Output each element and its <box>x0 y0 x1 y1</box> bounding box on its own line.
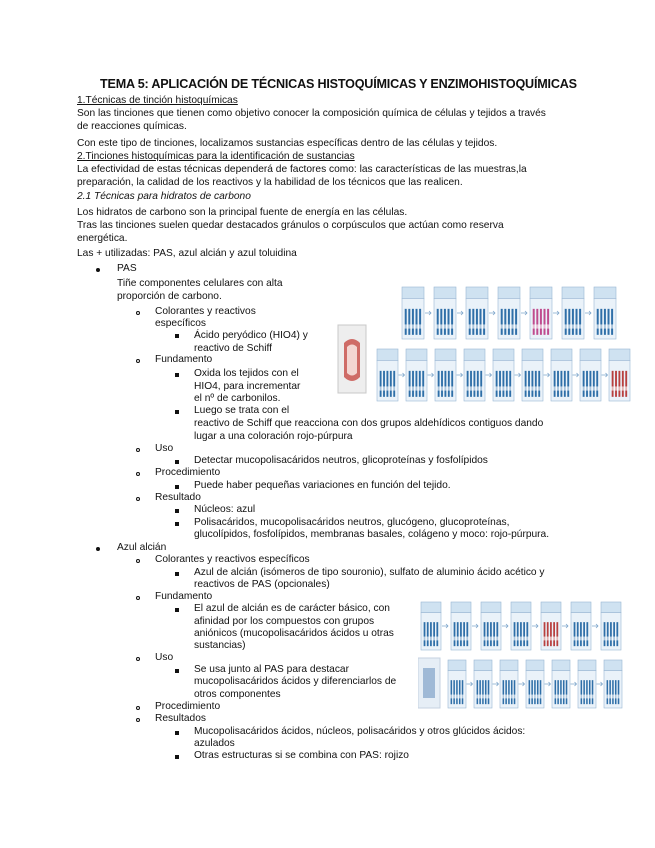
pas-uso-label: Uso <box>155 443 174 454</box>
staining-jar <box>511 602 531 650</box>
staining-jar <box>435 349 456 401</box>
bullet-alcian-fund <box>175 608 179 612</box>
paragraph-3-line-1: La efectividad de estas técnicas dependerá de factores como: las características de las muestras,la <box>77 164 527 175</box>
arrow-icon <box>571 682 577 686</box>
paragraph-4: Los hidratos de carbono son la principal fuente de energía en las células. <box>77 207 408 218</box>
staining-jar <box>402 287 424 339</box>
alcian-uso-line-1: Se usa junto al PAS para destacar <box>194 664 349 675</box>
pas-res-2-line-2: glucolípidos, fosfolípidos, membranas basales, colágeno y moco: rojo-púrpura. <box>194 529 550 540</box>
arrow-icon <box>515 373 521 377</box>
alcian-res-2: Otras estructuras si se combina con PAS: rojizo <box>194 750 409 761</box>
pas-res-1: Núcleos: azul <box>194 504 256 515</box>
jar-row-top <box>402 287 616 339</box>
arrow-icon <box>597 682 603 686</box>
arrow-icon <box>457 373 463 377</box>
staining-jar <box>571 602 591 650</box>
pas-fund-1-line-2: HIO4, para incrementar <box>194 381 301 392</box>
pas-reactivo-line-2: reactivo de Schiff <box>194 343 272 354</box>
staining-jar <box>594 287 616 339</box>
arrow-icon <box>425 311 431 315</box>
bullet-alcian <box>96 547 100 551</box>
pas-title: PAS <box>117 263 137 274</box>
arrow-icon <box>585 311 591 315</box>
bullet-pas-fundamento <box>136 359 140 363</box>
paragraph-2: Con este tipo de tinciones, localizamos sustancias específicas dentro de las células y tejidos. <box>77 138 498 149</box>
alcian-procedure-figure <box>418 600 633 712</box>
arrow-icon <box>602 373 608 377</box>
paragraph-6: Las + utilizadas: PAS, azul alcián y azul toluidina <box>77 248 297 259</box>
paragraph-3-line-2: preparación, la calidad de los reactivos y la habilidad de los técnicos que las realicen. <box>77 177 463 188</box>
arrow-icon <box>399 373 405 377</box>
arrow-icon <box>532 624 538 628</box>
staining-jar <box>434 287 456 339</box>
staining-jar <box>421 602 441 650</box>
bullet-alcian-reac <box>175 572 179 576</box>
section-2-heading: 2.Tinciones histoquímicas para la identificación de sustancias <box>77 151 355 162</box>
arrow-icon <box>442 624 448 628</box>
pas-uso-1: Detectar mucopolisacáridos neutros, glicoproteínas y fosfolípidos <box>194 455 488 466</box>
tissue-slide-image <box>338 325 366 393</box>
staining-jar <box>466 287 488 339</box>
pas-resultado-label: Resultado <box>155 492 201 503</box>
bullet-pas-uso <box>136 448 140 452</box>
staining-jar <box>526 660 544 708</box>
staining-jar <box>451 602 471 650</box>
pas-desc-line-2: proporción de carbono. <box>117 291 222 302</box>
pas-fund-2-line-3: lugar a una coloración rojo-púrpura <box>194 431 353 442</box>
alcian-res-1-line-2: azulados <box>194 738 235 749</box>
jar-row-top-alcian <box>421 602 621 650</box>
arrow-icon <box>592 624 598 628</box>
staining-jar <box>481 602 501 650</box>
alcian-procedimiento-label: Procedimiento <box>155 701 221 712</box>
arrow-icon <box>489 311 495 315</box>
pas-res-2-line-1: Polisacáridos, mucopolisacáridos neutros, glucógeno, glucoproteínas, <box>194 517 510 528</box>
bullet-pas-proc-1 <box>175 485 179 489</box>
pas-colorantes-label: Colorantes y reactivos <box>155 306 256 317</box>
pas-fund-1-line-1: Oxida los tejidos con el <box>194 368 299 379</box>
tissue-slide-image-alcian <box>418 658 440 708</box>
jar-row-bottom-alcian <box>448 660 622 708</box>
arrow-icon <box>493 682 499 686</box>
pas-fund-2-line-2: reactivo de Schiff que reacciona con dos grupos aldehídicos contiguos dando <box>194 418 544 429</box>
bullet-pas-uso-1 <box>175 460 179 464</box>
alcian-fund-line-4: sustancias) <box>194 640 246 651</box>
staining-jar <box>604 660 622 708</box>
section-1-heading: 1.Técnicas de tinción histoquímicas <box>77 95 238 106</box>
staining-jar <box>578 660 596 708</box>
pas-fund-2-line-1: Luego se trata con el <box>194 405 290 416</box>
arrow-icon <box>467 682 473 686</box>
arrow-icon <box>472 624 478 628</box>
staining-jar <box>498 287 520 339</box>
pas-fund-1-line-3: el nº de carbonilos. <box>194 393 281 404</box>
bullet-pas-reactivo <box>175 334 179 338</box>
pas-procedimiento-label: Procedimiento <box>155 467 221 478</box>
alcian-colorantes-label: Colorantes y reactivos específicos <box>155 554 310 565</box>
pas-procedure-figure <box>335 285 635 405</box>
alcian-title: Azul alcián <box>117 542 167 553</box>
staining-jar <box>601 602 621 650</box>
staining-jar <box>609 349 630 401</box>
arrow-icon <box>502 624 508 628</box>
staining-jar <box>541 602 561 650</box>
alcian-uso-line-3: otros componentes <box>194 689 281 700</box>
bullet-pas-fund-1 <box>175 373 179 377</box>
paragraph-5-line-1: Tras las tinciones suelen quedar destacados gránulos o corpúsculos que actúan como reserva <box>77 220 504 231</box>
document-title: TEMA 5: APLICACIÓN DE TÉCNICAS HISTOQUÍMICAS Y ENZIMOHISTOQUÍMICAS <box>100 77 577 91</box>
staining-jar <box>551 349 572 401</box>
bullet-pas <box>96 268 100 272</box>
staining-jar <box>448 660 466 708</box>
arrow-icon <box>544 373 550 377</box>
bullet-pas-colorantes <box>136 311 140 315</box>
bullet-pas-res-1 <box>175 509 179 513</box>
alcian-res-1-line-1: Mucopolisacáridos ácidos, núcleos, polisacáridos y otros glúcidos ácidos: <box>194 726 526 737</box>
staining-jar <box>493 349 514 401</box>
staining-jar <box>377 349 398 401</box>
staining-jar <box>474 660 492 708</box>
pas-fundamento-label: Fundamento <box>155 354 213 365</box>
paragraph-1-line-2: de reacciones químicas. <box>77 121 187 132</box>
bullet-alcian-uso <box>136 657 140 661</box>
arrow-icon <box>486 373 492 377</box>
staining-jar <box>552 660 570 708</box>
alcian-reac-line-2: reactivos de PAS (opcionales) <box>194 579 330 590</box>
arrow-icon <box>545 682 551 686</box>
staining-jar <box>530 287 552 339</box>
bullet-alcian-res-1 <box>175 731 179 735</box>
alcian-uso-label: Uso <box>155 652 174 663</box>
arrow-icon <box>573 373 579 377</box>
bullet-alcian-procedimiento <box>136 706 140 710</box>
arrow-icon <box>428 373 434 377</box>
alcian-fundamento-label: Fundamento <box>155 591 213 602</box>
section-2-1-heading: 2.1 Técnicas para hidratos de carbono <box>77 191 251 202</box>
pas-reactivo-line-1: Ácido peryódico (HIO4) y <box>194 330 308 341</box>
arrow-icon <box>519 682 525 686</box>
staining-jar <box>500 660 518 708</box>
bullet-pas-procedimiento <box>136 472 140 476</box>
pas-colorantes-label-2: específicos <box>155 318 206 329</box>
pas-desc-line-1: Tiñe componentes celulares con alta <box>117 278 283 289</box>
staining-jar <box>464 349 485 401</box>
arrow-icon <box>562 624 568 628</box>
bullet-pas-fund-2 <box>175 410 179 414</box>
bullet-alcian-fundamento <box>136 596 140 600</box>
bullet-pas-resultado <box>136 497 140 501</box>
staining-jar <box>562 287 584 339</box>
bullet-alcian-resultados <box>136 718 140 722</box>
alcian-reac-line-1: Azul de alcián (isómeros de tipo souronio), sulfato de aluminio ácido acético y <box>194 567 545 578</box>
arrow-icon <box>521 311 527 315</box>
bullet-alcian-colorantes <box>136 559 140 563</box>
bullet-alcian-uso-1 <box>175 669 179 673</box>
arrow-icon <box>553 311 559 315</box>
bullet-pas-res-2 <box>175 522 179 526</box>
arrow-icon <box>457 311 463 315</box>
alcian-fund-line-1: El azul de alcián es de carácter básico, con <box>194 603 390 614</box>
pas-proc-1: Puede haber pequeñas variaciones en función del tejido. <box>194 480 451 491</box>
alcian-resultados-label: Resultados <box>155 713 206 724</box>
jar-row-bottom <box>377 349 630 401</box>
bullet-alcian-res-2 <box>175 755 179 759</box>
staining-jar <box>522 349 543 401</box>
paragraph-5-line-2: energética. <box>77 233 128 244</box>
alcian-uso-line-2: mucopolisacáridos ácidos y diferenciarlos de <box>194 676 397 687</box>
paragraph-1-line-1: Son las tinciones que tienen como objetivo conocer la composición química de células y tejidos a través <box>77 108 546 119</box>
alcian-fund-line-2: afinidad por los compuestos con grupos <box>194 616 375 627</box>
staining-jar <box>406 349 427 401</box>
staining-jar <box>580 349 601 401</box>
alcian-fund-line-3: aniónicos (mucopolisacáridos ácidos u otras <box>194 628 394 639</box>
